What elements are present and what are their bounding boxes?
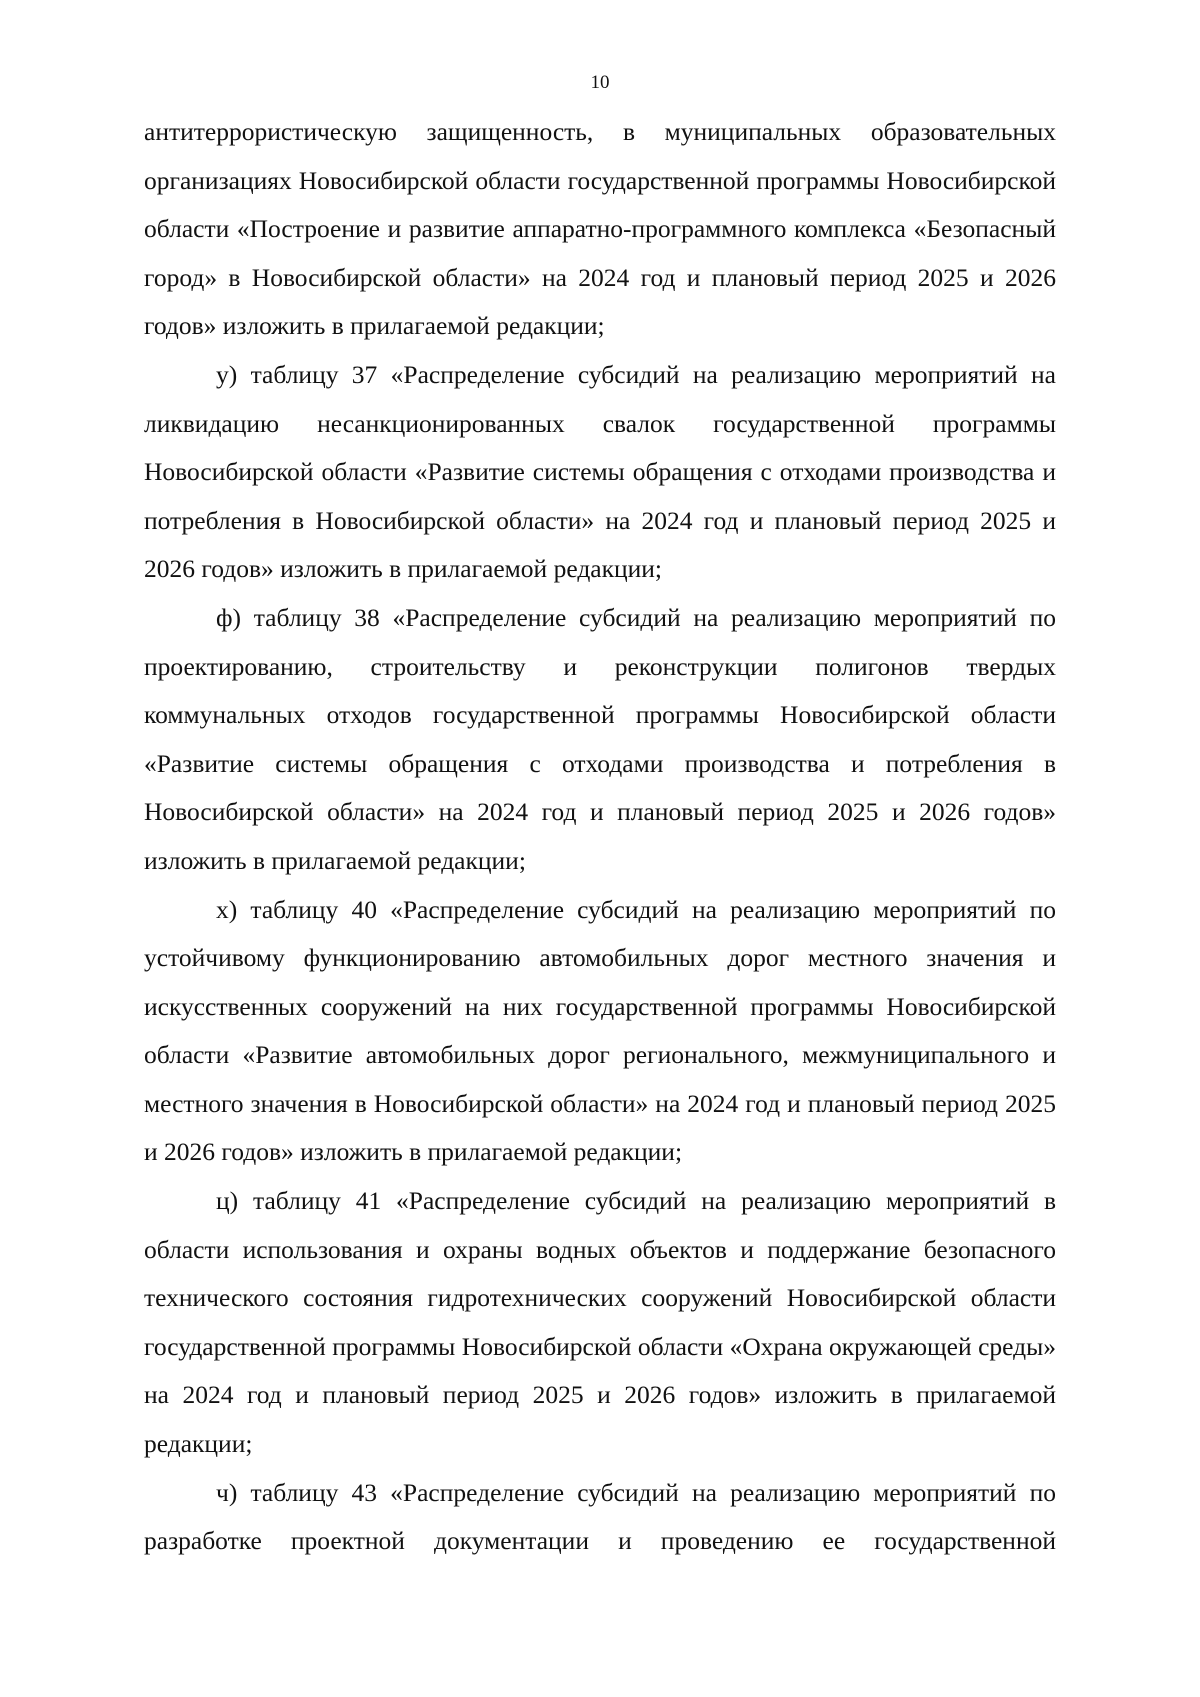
paragraph-item-f: ф) таблицу 38 «Распределение субсидий на реализацию мероприятий по проектированию, строительству и реконструкции полигонов твердых коммунальных отходов государственной программы Новосибирской области «Развитие системы обращения с отходами производства и потребления в Новосибирской области» на 2024 год и плановый период 2025 и 2026 годов» изложить в прилагаемой редакции; <box>144 602 1056 875</box>
paragraph-continuation: антитеррористическую защищенность, в муниципальных образовательных организациях Новосибирской области государственной программы Новосибирской области «Построение и развитие аппаратно-программного комплекса «Безопасный город» в Новосибирской области» на 2024 год и плановый период 2025 и 2026 годов» изложить в прилагаемой редакции; <box>144 117 1056 341</box>
paragraph-item-u: у) таблицу 37 «Распределение субсидий на реализацию мероприятий на ликвидацию несанкционированных свалок государственной программы Новосибирской области «Развитие системы обращения с отходами производства и потребления в Новосибирской области» на 2024 год и плановый период 2025 и 2026 годов» изложить в прилагаемой редакции; <box>144 359 1056 584</box>
document-body <box>144 108 1056 1566</box>
paragraph-item-kh: х) таблицу 40 «Распределение субсидий на реализацию мероприятий по устойчивому функционированию автомобильных дорог местного значения и искусственных сооружений на них государственной программы Новосибирской области «Развитие автомобильных дорог регионального, межмуниципального и местного значения в Новосибирской области» на 2024 год и плановый период 2025 и 2026 годов» изложить в прилагаемой редакции; <box>144 894 1056 1167</box>
paragraph-item-ch: ч) таблицу 43 «Распределение субсидий на реализацию мероприятий по разработке проектной документации и проведению ее государственной <box>144 1477 1056 1556</box>
page-number: 10 <box>590 72 610 93</box>
paragraph-item-ts: ц) таблицу 41 «Распределение субсидий на реализацию мероприятий в области использования и охраны водных объектов и поддержание безопасного технического состояния гидротехнических сооружений Новосибирской области государственной программы Новосибирской области «Охрана окружающей среды» на 2024 год и плановый период 2025 и 2026 годов» изложить в прилагаемой редакции; <box>144 1186 1056 1459</box>
